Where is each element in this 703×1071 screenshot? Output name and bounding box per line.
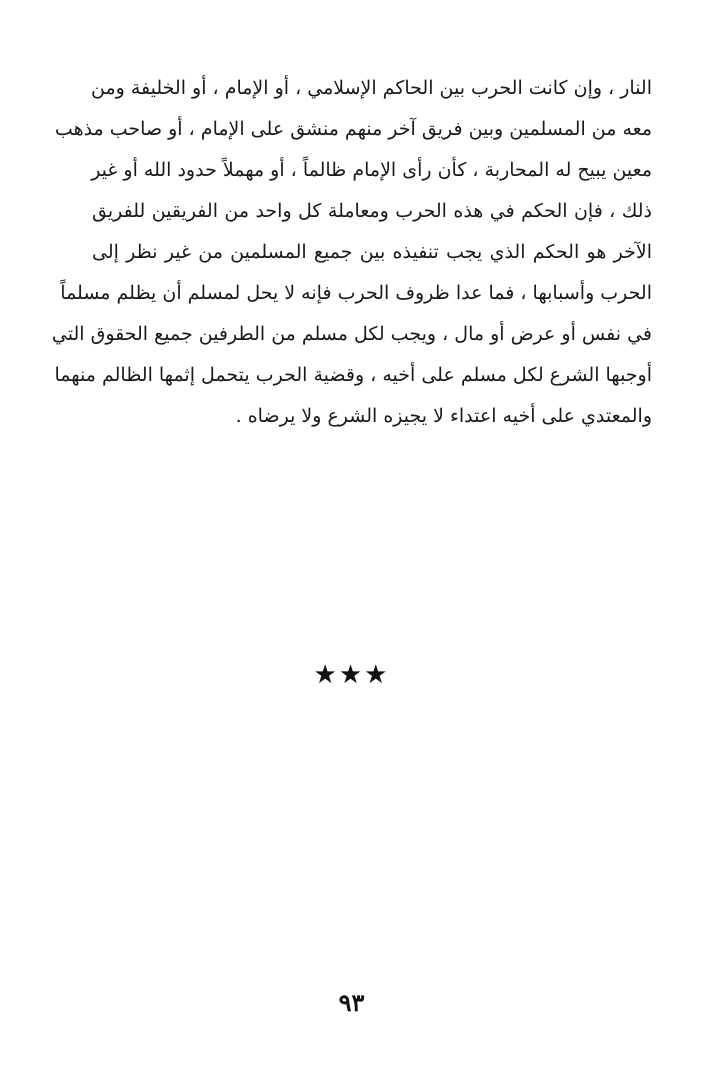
page-number: ٩٣ bbox=[338, 988, 365, 1017]
section-separator-stars: ★★★ bbox=[313, 660, 390, 690]
text-line: والمعتدي على أخيه اعتداء لا يجيزه الشرع ولا يرضاه . bbox=[235, 405, 652, 427]
text-line: الآخر هو الحكم الذي يجب تنفيذه بين جميع المسلمين من غير نظر إلى bbox=[92, 241, 652, 263]
text-line: معه من المسلمين وبين فريق آخر منهم منشق على الإمام ، أو صاحب مذهب bbox=[54, 118, 652, 140]
text-line: النار ، وإن كانت الحرب بين الحاكم الإسلامي ، أو الإمام ، أو الخليفة ومن bbox=[90, 77, 652, 99]
text-line: معين يبيح له المحاربة ، كأن رأى الإمام ظالماً ، أو مهملاً حدود الله أو غير bbox=[91, 159, 652, 181]
text-line: في نفس أو عرض أو مال ، ويجب لكل مسلم من الطرفين جميع الحقوق التي bbox=[51, 323, 652, 345]
text-line: ذلك ، فإن الحكم في هذه الحرب ومعاملة كل واحد من الفريقين للفريق bbox=[92, 200, 652, 222]
text-line: أوجبها الشرع لكل مسلم على أخيه ، وقضية الحرب يتحمل إثمها الظالم منهما bbox=[54, 364, 652, 386]
text-line: الحرب وأسبابها ، فما عدا ظروف الحرب فإنه لا يحل لمسلم أن يظلم مسلماً bbox=[60, 282, 652, 304]
body-paragraph bbox=[51, 68, 652, 437]
